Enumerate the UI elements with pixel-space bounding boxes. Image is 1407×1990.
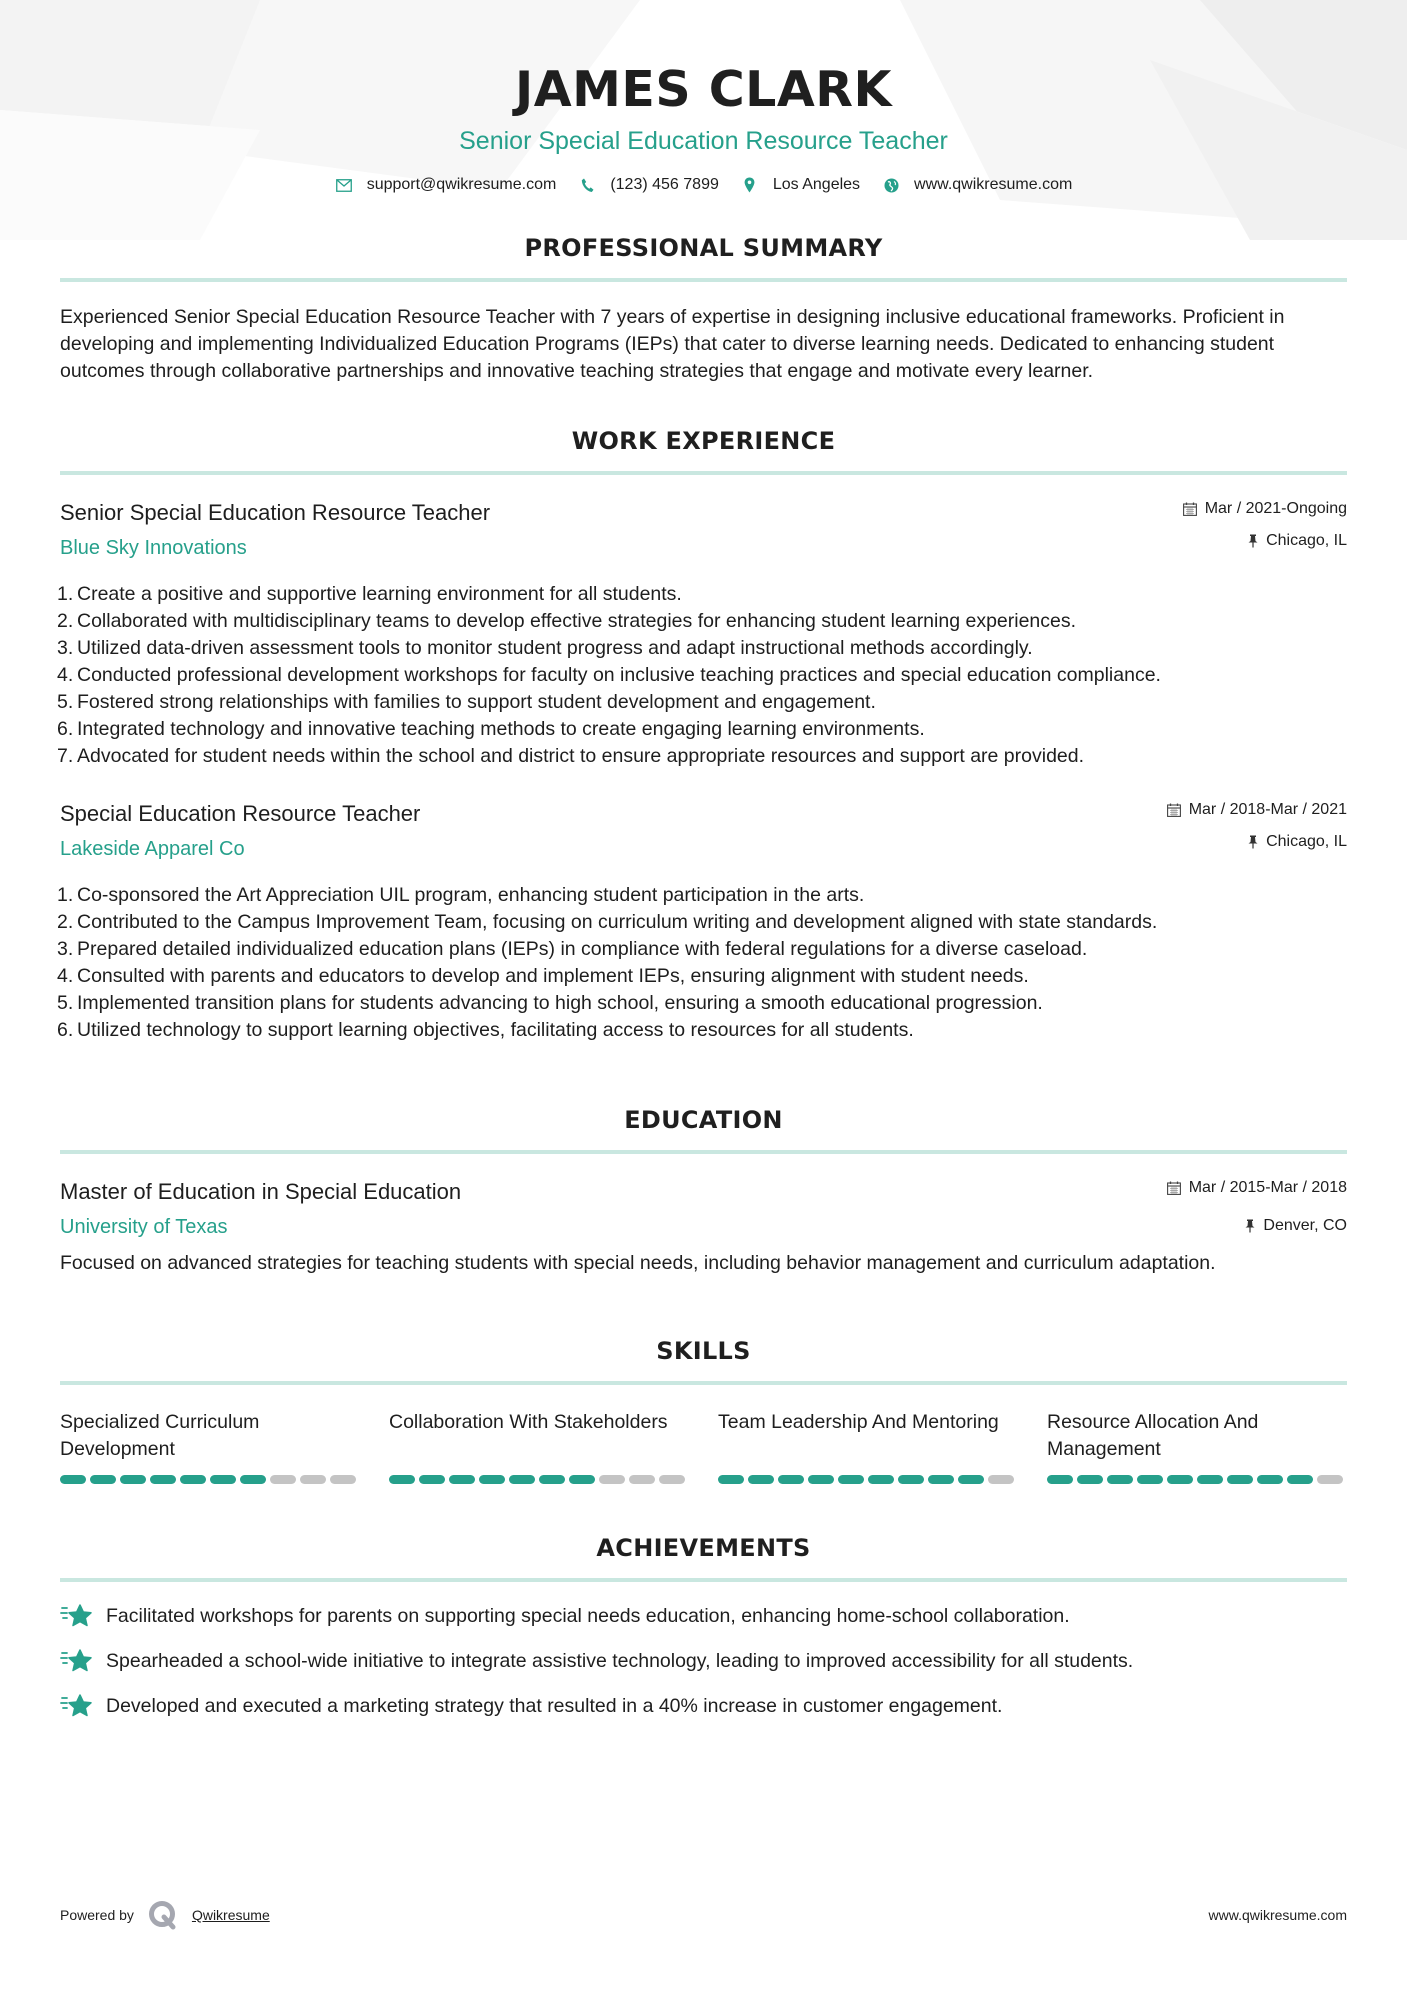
list-item: 7. Advocated for student needs within the school and district to ensure appropriate resources and support are provided. [57, 745, 1085, 767]
calendar-icon [1167, 1181, 1181, 1195]
list-item: 1. Create a positive and supportive learning environment for all students. [57, 583, 682, 605]
job-dates: Mar / 2018-Mar / 2021 [1188, 801, 1347, 818]
experience-heading: WORK EXPERIENCE [571, 427, 836, 455]
achievement-item: Spearheaded a school-wide initiative to integrate assistive technology, leading to improved accessibility for all students. [60, 1647, 1347, 1675]
candidate-name: JAMES CLARK [514, 61, 893, 118]
star-icon [60, 1602, 94, 1630]
achievement-item: Developed and executed a marketing strategy that resulted in a 40% increase in customer engagement. [60, 1692, 1347, 1720]
job-bullets [57, 581, 1347, 770]
job-company: Lakeside Apparel Co [60, 838, 245, 860]
contact-bar [60, 176, 1347, 194]
job-location: Chicago, IL [1266, 833, 1347, 850]
contact-location-text: Los Angeles [772, 176, 861, 193]
calendar-icon [1183, 502, 1197, 516]
skill-rating [1047, 1475, 1347, 1484]
skill-dot [539, 1475, 565, 1484]
skill-dot [718, 1475, 744, 1484]
education-heading: EDUCATION [624, 1106, 783, 1134]
section-divider [60, 471, 1347, 475]
skill-dot [509, 1475, 535, 1484]
school: University of Texas [60, 1216, 228, 1238]
education-dates: Mar / 2015-Mar / 2018 [1188, 1179, 1347, 1196]
list-item: 5. Fostered strong relationships with families to support student development and engagement. [57, 691, 876, 713]
skill-dot [748, 1475, 774, 1484]
phone-icon [578, 176, 596, 194]
job-company: Blue Sky Innovations [60, 537, 247, 559]
resume-header [60, 0, 1347, 194]
contact-phone[interactable] [578, 176, 719, 194]
job-dates: Mar / 2021-Ongoing [1204, 500, 1347, 517]
skill-dot [330, 1475, 356, 1484]
education-section [60, 1106, 1347, 1277]
globe-icon [882, 176, 900, 194]
degree: Master of Education in Special Education [60, 1179, 462, 1204]
job-bullets [57, 882, 1347, 1044]
skill-dot [300, 1475, 326, 1484]
skill-dot [1227, 1475, 1253, 1484]
achievements-heading: ACHIEVEMENTS [596, 1534, 811, 1562]
job-location: Chicago, IL [1266, 532, 1347, 549]
pushpin-icon [1248, 835, 1258, 849]
envelope-icon [335, 176, 353, 194]
job-entry [57, 800, 1347, 1044]
education-description: Focused on advanced strategies for teaching students with special needs, including behavior management and curriculum adaptation. [60, 1252, 1216, 1274]
summary-heading: PROFESSIONAL SUMMARY [524, 234, 883, 262]
skill-item [389, 1409, 689, 1484]
list-item: 6. Utilized technology to support learning objectives, facilitating access to resources for all students. [57, 1019, 914, 1041]
skill-dot [210, 1475, 236, 1484]
skills-heading: SKILLS [656, 1337, 751, 1365]
skills-grid [60, 1409, 1347, 1484]
contact-email-text: support@qwikresume.com [366, 176, 557, 193]
skill-dot [60, 1475, 86, 1484]
job-role: Senior Special Education Resource Teacher [60, 500, 491, 525]
skill-item [60, 1409, 360, 1484]
skill-dot [958, 1475, 984, 1484]
skill-dot [599, 1475, 625, 1484]
skill-rating [389, 1475, 689, 1484]
list-item: 2. Collaborated with multidisciplinary teams to develop effective strategies for enhancing student learning experiences. [57, 610, 1077, 632]
qwikresume-link[interactable]: Qwikresume [191, 1907, 270, 1923]
skill-dot [270, 1475, 296, 1484]
skill-label: Resource Allocation And Management [1047, 1411, 1259, 1460]
skill-dot [629, 1475, 655, 1484]
summary-text: Experienced Senior Special Education Resource Teacher with 7 years of expertise in designing inclusive educational frameworks. Proficient in developing and implementing Individualized Education Programs (IEPs) that cater to diverse learning needs. Dedicated to enhancing student outcomes through collaborative partnerships and innovative teaching strategies that engage and motivate every learner. [60, 306, 1285, 382]
skill-dot [988, 1475, 1014, 1484]
contact-website-text: www.qwikresume.com [914, 176, 1073, 193]
page-footer [60, 1900, 1347, 1930]
skill-label: Collaboration With Stakeholders [389, 1411, 668, 1433]
skill-dot [1317, 1475, 1343, 1484]
candidate-title: Senior Special Education Resource Teacher [459, 127, 948, 155]
skill-item [1047, 1409, 1347, 1484]
powered-by-label: Powered by [60, 1907, 134, 1923]
qwikresume-logo-icon [148, 1900, 178, 1930]
star-icon [60, 1692, 94, 1720]
list-item: 2. Contributed to the Campus Improvement Team, focusing on curriculum writing and development aligned with state standards. [57, 911, 1158, 933]
skill-dot [928, 1475, 954, 1484]
contact-email[interactable] [335, 176, 557, 194]
skill-dot [120, 1475, 146, 1484]
list-item: 1. Co-sponsored the Art Appreciation UIL program, enhancing student participation in the arts. [57, 884, 865, 906]
skill-dot [1167, 1475, 1193, 1484]
skill-dot [419, 1475, 445, 1484]
skill-dot [659, 1475, 685, 1484]
skill-label: Team Leadership And Mentoring [718, 1411, 999, 1433]
skill-dot [1107, 1475, 1133, 1484]
skill-dot [150, 1475, 176, 1484]
list-item: 5. Implemented transition plans for students advancing to high school, ensuring a smooth educational progression. [57, 992, 1043, 1014]
job-entry [57, 499, 1347, 770]
skill-dot [90, 1475, 116, 1484]
job-role: Special Education Resource Teacher [60, 801, 421, 826]
contact-website[interactable] [882, 176, 1072, 194]
achievement-item: Facilitated workshops for parents on supporting special needs education, enhancing home-school collaboration. [60, 1602, 1347, 1630]
skill-label: Specialized Curriculum Development [60, 1411, 260, 1460]
achievements-section [60, 1534, 1347, 1720]
education-entry [60, 1178, 1347, 1277]
skills-section [60, 1337, 1347, 1484]
contact-phone-text: (123) 456 7899 [610, 176, 719, 193]
skill-dot [180, 1475, 206, 1484]
calendar-icon [1167, 803, 1181, 817]
skill-dot [1257, 1475, 1283, 1484]
skill-dot [838, 1475, 864, 1484]
skill-dot [868, 1475, 894, 1484]
summary-section [60, 234, 1347, 385]
list-item: 6. Integrated technology and innovative teaching methods to create engaging learning environments. [57, 718, 925, 740]
skill-rating [60, 1475, 360, 1484]
section-divider [60, 278, 1347, 282]
skill-dot [389, 1475, 415, 1484]
skill-dot [240, 1475, 266, 1484]
pushpin-icon [1248, 534, 1258, 548]
skill-dot [898, 1475, 924, 1484]
list-item: 3. Utilized data-driven assessment tools to monitor student progress and adapt instructional methods accordingly. [57, 637, 1033, 659]
skill-dot [479, 1475, 505, 1484]
pushpin-icon [1245, 1219, 1255, 1233]
education-location: Denver, CO [1263, 1217, 1347, 1234]
skill-dot [1197, 1475, 1223, 1484]
list-item: 4. Conducted professional development workshops for faculty on inclusive teaching practices and special education compliance. [57, 664, 1161, 686]
skill-dot [1077, 1475, 1103, 1484]
star-icon [60, 1647, 94, 1675]
skill-dot [1047, 1475, 1073, 1484]
contact-location [741, 176, 860, 194]
footer-website[interactable]: www.qwikresume.com [1208, 1907, 1347, 1923]
skill-dot [569, 1475, 595, 1484]
skill-rating [718, 1475, 1018, 1484]
experience-section [57, 427, 1347, 1044]
list-item: 4. Consulted with parents and educators to develop and implement IEPs, ensuring alignment with student needs. [57, 965, 1029, 987]
map-pin-icon [741, 176, 759, 194]
skill-dot [808, 1475, 834, 1484]
section-divider [60, 1381, 1347, 1385]
skill-dot [778, 1475, 804, 1484]
skill-dot [1287, 1475, 1313, 1484]
section-divider [60, 1578, 1347, 1582]
list-item: 3. Prepared detailed individualized education plans (IEPs) in compliance with federal regulations for a diverse caseload. [57, 938, 1088, 960]
achievements-list [60, 1602, 1347, 1720]
skill-item [718, 1409, 1018, 1484]
section-divider [60, 1150, 1347, 1154]
skill-dot [449, 1475, 475, 1484]
skill-dot [1137, 1475, 1163, 1484]
